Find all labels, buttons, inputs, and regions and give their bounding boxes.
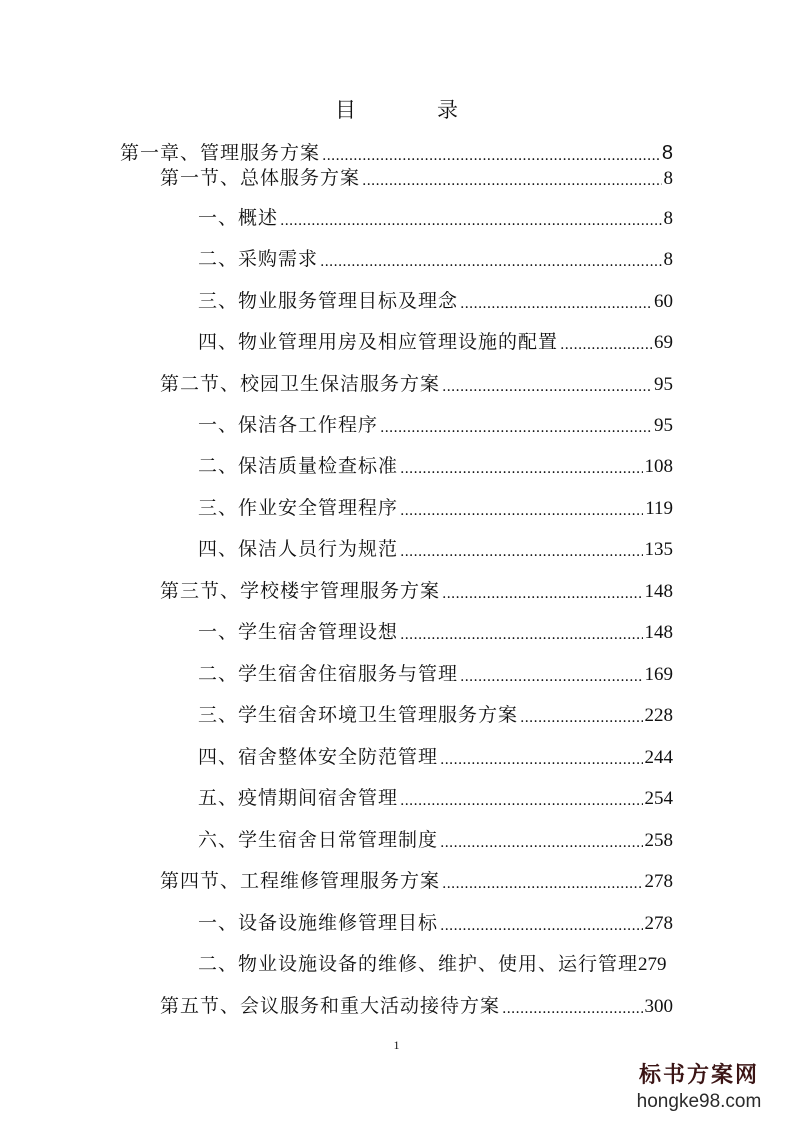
toc-entry-page: 278 [644,871,673,892]
toc-entry-text: 一、保洁各工作程序 [198,414,379,436]
dot-leader [400,459,642,479]
toc-entry-page: 119 [645,498,673,519]
toc-entry-page: 8 [661,142,673,164]
toc-entry[interactable] [198,453,673,479]
toc-entry[interactable] [198,619,673,645]
toc-entry-text: 二、采购需求 [198,248,319,270]
dot-leader [460,667,642,687]
toc-entry-text: 二、学生宿舍住宿服务与管理 [198,663,459,685]
toc-entry-page: 244 [644,747,673,768]
dot-leader [442,584,642,604]
toc-entry-text: 一、概述 [198,207,279,229]
toc-entry[interactable] [160,371,673,397]
toc-entry-page: 279 [638,954,667,975]
dot-leader [400,791,642,811]
dot-leader [322,146,660,166]
toc-entry-page: 108 [644,456,673,477]
dot-leader [280,211,661,231]
toc-entry-page: 148 [644,581,673,602]
toc-entry[interactable] [198,702,673,728]
toc-entry[interactable] [198,951,667,977]
toc-entry-text: 一、设备设施维修管理目标 [198,912,439,934]
dot-leader [440,750,642,770]
toc-entry-text: 五、疫情期间宿舍管理 [198,787,399,809]
dot-leader [560,335,652,355]
toc-entry-text: 二、物业设施设备的维修、维护、使用、运行管理 [198,953,639,975]
toc-entry[interactable] [198,246,673,272]
toc-entry-page: 169 [644,664,673,685]
toc-entry-text: 四、宿舍整体安全防范管理 [198,746,439,768]
toc-entry[interactable] [198,910,673,936]
dot-leader [442,377,652,397]
watermark-url-text: hongke98.com [636,1091,762,1112]
toc-entry[interactable] [160,578,673,604]
page-number: 1 [393,1038,400,1052]
toc-entry-text: 四、保洁人员行为规范 [198,538,399,560]
dot-leader [502,999,642,1019]
toc-entry[interactable] [198,495,673,521]
dot-leader [320,252,661,272]
dot-leader [440,916,642,936]
toc-entry-page: 69 [654,332,673,353]
toc-entry-text: 三、物业服务管理目标及理念 [198,290,459,312]
toc-entry[interactable] [160,165,673,191]
toc-entry-text: 三、作业安全管理程序 [198,497,399,519]
toc-entry-text: 第二节、校园卫生保洁服务方案 [160,373,441,395]
toc-entry-page: 300 [644,996,673,1017]
toc-title: 目 录 [335,98,488,122]
watermark-logo [615,1060,783,1114]
watermark-cn-text: 标书方案网 [638,1062,759,1088]
toc-entry-page: 228 [644,705,673,726]
toc-entry-page: 148 [644,622,673,643]
toc-entry-page: 254 [644,788,673,809]
toc-entry[interactable] [198,412,673,438]
toc-entry[interactable] [160,868,673,894]
toc-entry[interactable] [198,288,673,314]
toc-entry-page: 8 [663,249,673,270]
toc-entry-page: 8 [663,168,673,189]
toc-entry-page: 8 [663,208,673,229]
dot-leader [442,874,642,894]
toc-entry-text: 一、学生宿舍管理设想 [198,621,399,643]
toc-entry-text: 第三节、学校楼宇管理服务方案 [160,580,441,602]
dot-leader [400,625,642,645]
toc-entry[interactable] [198,329,673,355]
toc-entry-text: 第一章、管理服务方案 [120,142,321,164]
toc-entry[interactable] [198,827,673,853]
toc-entry-page: 278 [644,913,673,934]
dot-leader [400,542,642,562]
dot-leader [460,294,652,314]
toc-entry-page: 135 [644,539,673,560]
toc-entry-text: 第一节、总体服务方案 [160,167,361,189]
toc-entry[interactable] [160,993,673,1019]
toc-entry[interactable] [198,785,673,811]
dot-leader [362,171,661,191]
toc-entry[interactable] [198,661,673,687]
toc-entry-page: 258 [644,830,673,851]
toc-entry[interactable] [198,205,673,231]
toc-entry-text: 第五节、会议服务和重大活动接待方案 [160,995,501,1017]
dot-leader [520,708,642,728]
dot-leader [400,501,643,521]
toc-entry-page: 95 [654,374,673,395]
toc-entry-text: 三、学生宿舍环境卫生管理服务方案 [198,704,519,726]
toc-entry-text: 六、学生宿舍日常管理制度 [198,829,439,851]
toc-entry-text: 四、物业管理用房及相应管理设施的配置 [198,331,559,353]
toc-entry-text: 二、保洁质量检查标准 [198,455,399,477]
dot-leader [440,833,642,853]
toc-entry-page: 95 [654,415,673,436]
toc-entry[interactable] [120,140,673,166]
toc-entry[interactable] [198,536,673,562]
toc-entry-text: 第四节、工程维修管理服务方案 [160,870,441,892]
toc-entry[interactable] [198,744,673,770]
toc-entry-page: 60 [654,291,673,312]
dot-leader [380,418,652,438]
